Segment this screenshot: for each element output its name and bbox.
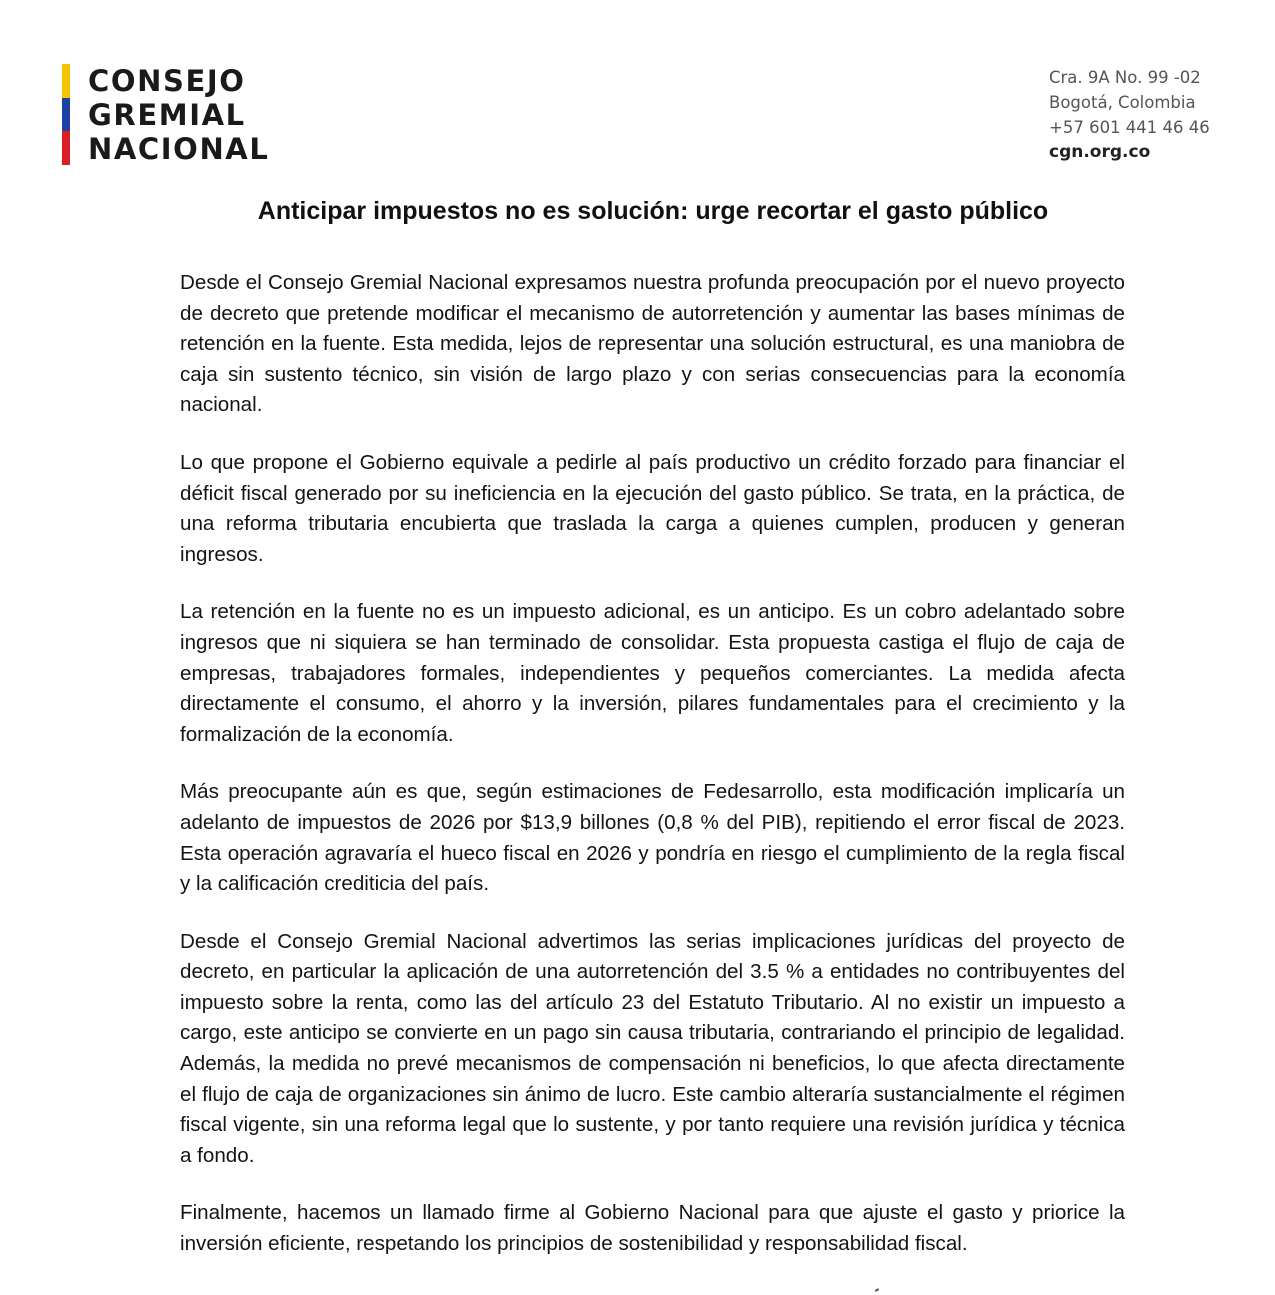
logo-line-3: NACIONAL — [88, 132, 270, 166]
document-title: Anticipar impuestos no es solución: urge recortar el gasto público — [257, 197, 1049, 225]
contact-phone: +57 601 441 46 46 — [1049, 118, 1210, 137]
document-body — [180, 268, 1125, 1287]
paragraph-1: Desde el Consejo Gremial Nacional expresamos nuestra profunda preocupación por el nuevo proyecto de decreto que pretende modificar el mecanismo de autorretención y aumentar las bases mínimas de retención en la fuente. Esta medida, lejos de representar una solución estructural, es una maniobra de caja sin sustento técnico, sin visión de largo plazo y con serias consecuencias para la economía nacional. — [180, 271, 1125, 417]
contact-website[interactable]: cgn.org.co — [1049, 142, 1151, 162]
contact-address: Cra. 9A No. 99 -02 — [1049, 68, 1201, 87]
paragraph-4: Más preocupante aún es que, según estimaciones de Fedesarrollo, esta modificación implicaría un adelanto de impuestos de 2026 por $13,9 billones (0,8 % del PIB), repitiendo el error fiscal de 2023. Esta operación agravaría el hueco fiscal en 2026 y pondría en riesgo el cumplimiento de la regla fiscal y la calificación crediticia del país. — [180, 780, 1125, 896]
paragraph-5: Desde el Consejo Gremial Nacional advertimos las serias implicaciones jurídicas del proyecto de decreto, en particular la aplicación de una autorretención del 3.5 % a entidades no contribuyentes del impuesto sobre la renta, como las del artículo 23 del Estatuto Tributario. Al no existir un impuesto a cargo, este anticipo se convierte en un pago sin causa tributaria, contrariando el principio de legalidad. Además, la medida no prevé mecanismos de compensación ni beneficios, lo que afecta directamente el flujo de caja de organizaciones sin ánimo de lucro. Este cambio alteraría sustancialmente el régimen fiscal vigente, sin una reforma legal que lo sustente, y por tanto requiere una revisión jurídica y técnica a fondo. — [180, 929, 1125, 1167]
paragraph-2: Lo que propone el Gobierno equivale a pedirle al país productivo un crédito forzado para financiar el déficit fiscal generado por su ineficiencia en la ejecución del gasto público. Se trata, en la práctica, de una reforma tributaria encubierta que traslada la carga a quienes cumplen, producen y generan ingresos. — [180, 450, 1125, 566]
stray-mark — [875, 1288, 879, 1292]
logo-bar-blue — [62, 98, 70, 132]
paragraph-3: La retención en la fuente no es un impuesto adicional, es un anticipo. Es un cobro adelantado sobre ingresos que ni siquiera se han terminado de consolidar. Esta propuesta castiga el flujo de caja de empresas, trabajadores formales, independientes y pequeños comerciantes. La medida afecta directamente el consumo, el ahorro y la inversión, pilares fundamentales para el crecimiento y la formalización de la economía. — [180, 600, 1125, 746]
organization-logo — [62, 64, 269, 165]
paragraph-6: Finalmente, hacemos un llamado firme al Gobierno Nacional para que ajuste el gasto y priorice la inversión eficiente, respetando los principios de sostenibilidad y responsabilidad fiscal. — [180, 1201, 1125, 1256]
contact-city: Bogotá, Colombia — [1049, 93, 1196, 112]
logo-line-1: CONSEJO — [88, 64, 246, 98]
logo-line-2: GREMIAL — [88, 98, 246, 132]
contact-block — [1049, 65, 1210, 165]
logo-bar-yellow — [62, 64, 70, 98]
logo-bar-red — [62, 131, 70, 165]
logo-wordmark — [88, 64, 269, 165]
logo-color-bar — [62, 64, 70, 165]
